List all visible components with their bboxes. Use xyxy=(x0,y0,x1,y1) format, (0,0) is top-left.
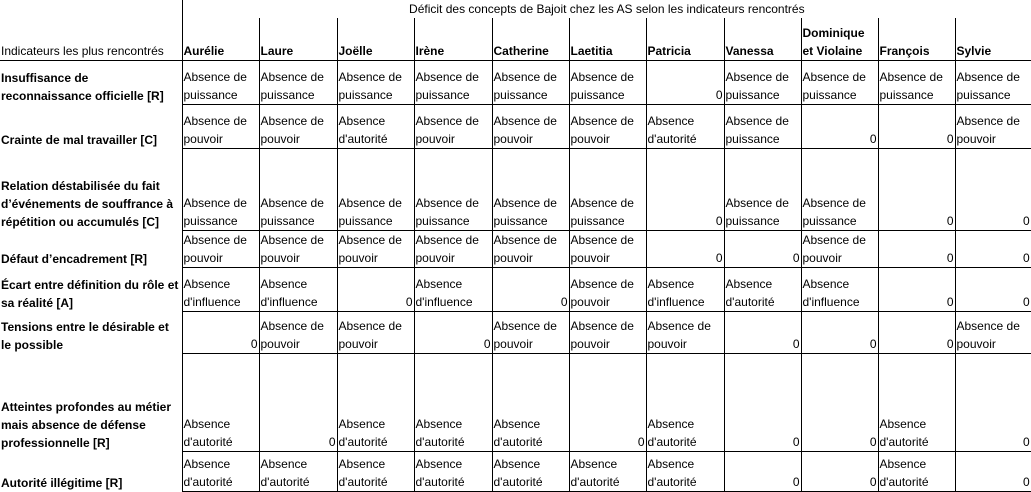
table-cell: 0 xyxy=(646,231,724,268)
table-cell: 0 xyxy=(878,105,955,149)
table-cell: 0 xyxy=(801,105,878,149)
table-cell: Absence d'autorité xyxy=(646,105,724,149)
col-header: Dominique et Violaine xyxy=(801,18,878,61)
table-row xyxy=(0,231,1031,268)
row-label: Insuffisance de reconnaissance officielle [R] xyxy=(0,61,182,105)
table-cell: 0 xyxy=(724,452,801,492)
col-header: Joëlle xyxy=(337,18,414,61)
table-cell: Absence de pouvoir xyxy=(259,231,337,268)
table-cell: 0 xyxy=(724,354,801,452)
table-row xyxy=(0,268,1031,312)
table-cell: 0 xyxy=(878,268,955,312)
table-cell: 0 xyxy=(337,268,414,312)
table-cell: 0 xyxy=(724,231,801,268)
col-header: Irène xyxy=(414,18,492,61)
table-cell: Absence de puissance xyxy=(492,61,569,105)
table-cell: 0 xyxy=(259,354,337,452)
table-cell: Absence d'influence xyxy=(646,268,724,312)
table-cell: Absence d'autorité xyxy=(337,105,414,149)
table-cell: Absence de puissance xyxy=(724,61,801,105)
table-cell: Absence d'influence xyxy=(259,268,337,312)
row-label: Autorité illégitime [R] xyxy=(0,452,182,492)
table-cell: Absence de pouvoir xyxy=(492,312,569,354)
table-cell: Absence d'autorité xyxy=(646,354,724,452)
table-cell: Absence de puissance xyxy=(724,105,801,149)
table-cell: Absence de puissance xyxy=(182,149,259,231)
table-row xyxy=(0,61,1031,105)
col-header: Aurélie xyxy=(182,18,259,61)
col-header: Catherine xyxy=(492,18,569,61)
table-cell: 0 xyxy=(414,312,492,354)
table-cell: Absence d'autorité xyxy=(414,452,492,492)
table-cell: Absence d'autorité xyxy=(492,354,569,452)
col-header: Laetitia xyxy=(569,18,646,61)
table-cell: Absence d'autorité xyxy=(182,452,259,492)
table-cell: 0 xyxy=(801,354,878,452)
col-header: Vanessa xyxy=(724,18,801,61)
row-label: Atteintes profondes au métier mais absence de défense professionnelle [R] xyxy=(0,354,182,452)
table-cell: Absence d'influence xyxy=(801,268,878,312)
table-cell: Absence d'autorité xyxy=(569,452,646,492)
table-cell: 0 xyxy=(492,268,569,312)
table-row xyxy=(0,312,1031,354)
table-row xyxy=(0,149,1031,231)
table-cell: Absence d'autorité xyxy=(337,452,414,492)
table-cell: 0 xyxy=(955,452,1031,492)
table-cell: 0 xyxy=(182,312,259,354)
row-label: Relation déstabilisée du fait d’événements de souffrance à répétition ou accumulés [C] xyxy=(0,149,182,231)
table-cell: Absence de pouvoir xyxy=(492,231,569,268)
table-cell: Absence de puissance xyxy=(878,61,955,105)
col-header: Sylvie xyxy=(955,18,1031,61)
table-cell: Absence d'autorité xyxy=(646,452,724,492)
table-cell: Absence de pouvoir xyxy=(569,231,646,268)
table-cell: Absence de pouvoir xyxy=(801,231,878,268)
table-cell: Absence de puissance xyxy=(569,61,646,105)
table-cell: 0 xyxy=(955,231,1031,268)
table-cell: 0 xyxy=(801,312,878,354)
table-cell: Absence de puissance xyxy=(569,149,646,231)
header-label: Indicateurs les plus rencontrés xyxy=(0,18,182,61)
table-cell: Absence de pouvoir xyxy=(955,105,1031,149)
table-cell: Absence d'autorité xyxy=(724,268,801,312)
row-label: Tensions entre le désirable et le possible xyxy=(0,312,182,354)
table-cell: Absence de puissance xyxy=(182,61,259,105)
table-cell: 0 xyxy=(646,149,724,231)
table-cell: Absence de pouvoir xyxy=(646,312,724,354)
table-cell: Absence de puissance xyxy=(724,149,801,231)
table-cell: Absence d'autorité xyxy=(492,452,569,492)
table-cell: Absence de pouvoir xyxy=(569,105,646,149)
table-cell: Absence d'influence xyxy=(414,268,492,312)
row-label: Défaut d’encadrement [R] xyxy=(0,231,182,268)
table-cell: Absence de pouvoir xyxy=(182,231,259,268)
table-cell: Absence de puissance xyxy=(259,149,337,231)
table-cell: Absence d'autorité xyxy=(414,354,492,452)
table-cell: 0 xyxy=(646,61,724,105)
table-cell: Absence de pouvoir xyxy=(259,312,337,354)
table-cell: Absence de pouvoir xyxy=(492,105,569,149)
table-cell: Absence de pouvoir xyxy=(337,312,414,354)
table-cell: Absence de puissance xyxy=(259,61,337,105)
table-cell: 0 xyxy=(878,149,955,231)
col-header: Patricia xyxy=(646,18,724,61)
table-cell: Absence d'autorité xyxy=(878,354,955,452)
table-cell: Absence de puissance xyxy=(492,149,569,231)
table-cell: Absence de pouvoir xyxy=(337,231,414,268)
table-cell: Absence de puissance xyxy=(414,149,492,231)
table-row xyxy=(0,452,1031,492)
table-cell: Absence de puissance xyxy=(414,61,492,105)
table-cell: Absence de puissance xyxy=(801,149,878,231)
table-cell: Absence d'autorité xyxy=(259,452,337,492)
table-cell: Absence de puissance xyxy=(801,61,878,105)
table-cell: 0 xyxy=(955,268,1031,312)
table-cell: Absence de pouvoir xyxy=(414,231,492,268)
col-header: François xyxy=(878,18,955,61)
table-cell: 0 xyxy=(955,354,1031,452)
table-cell: Absence d'autorité xyxy=(878,452,955,492)
table-cell: Absence de pouvoir xyxy=(569,312,646,354)
row-label: Crainte de mal travailler [C] xyxy=(0,105,182,149)
table-cell: 0 xyxy=(878,231,955,268)
table-cell: 0 xyxy=(569,354,646,452)
table-cell: 0 xyxy=(955,149,1031,231)
table-cell: 0 xyxy=(878,312,955,354)
table-cell: Absence d'autorité xyxy=(182,354,259,452)
table-title: Déficit des concepts de Bajoit chez les AS selon les indicateurs rencontrés xyxy=(182,0,1031,18)
table-row xyxy=(0,354,1031,452)
table-cell: Absence de puissance xyxy=(337,61,414,105)
col-header: Laure xyxy=(259,18,337,61)
table-cell: Absence de puissance xyxy=(337,149,414,231)
table-cell: Absence de pouvoir xyxy=(259,105,337,149)
table-cell: Absence d'influence xyxy=(182,268,259,312)
table-cell: 0 xyxy=(724,312,801,354)
table-cell: Absence de pouvoir xyxy=(182,105,259,149)
row-label: Écart entre définition du rôle et sa réalité [A] xyxy=(0,268,182,312)
table-cell: Absence de pouvoir xyxy=(414,105,492,149)
table-cell: Absence de pouvoir xyxy=(955,312,1031,354)
table-row xyxy=(0,105,1031,149)
table-cell: Absence de pouvoir xyxy=(569,268,646,312)
table-cell: Absence de puissance xyxy=(955,61,1031,105)
table-cell: Absence d'autorité xyxy=(337,354,414,452)
table-cell: 0 xyxy=(801,452,878,492)
